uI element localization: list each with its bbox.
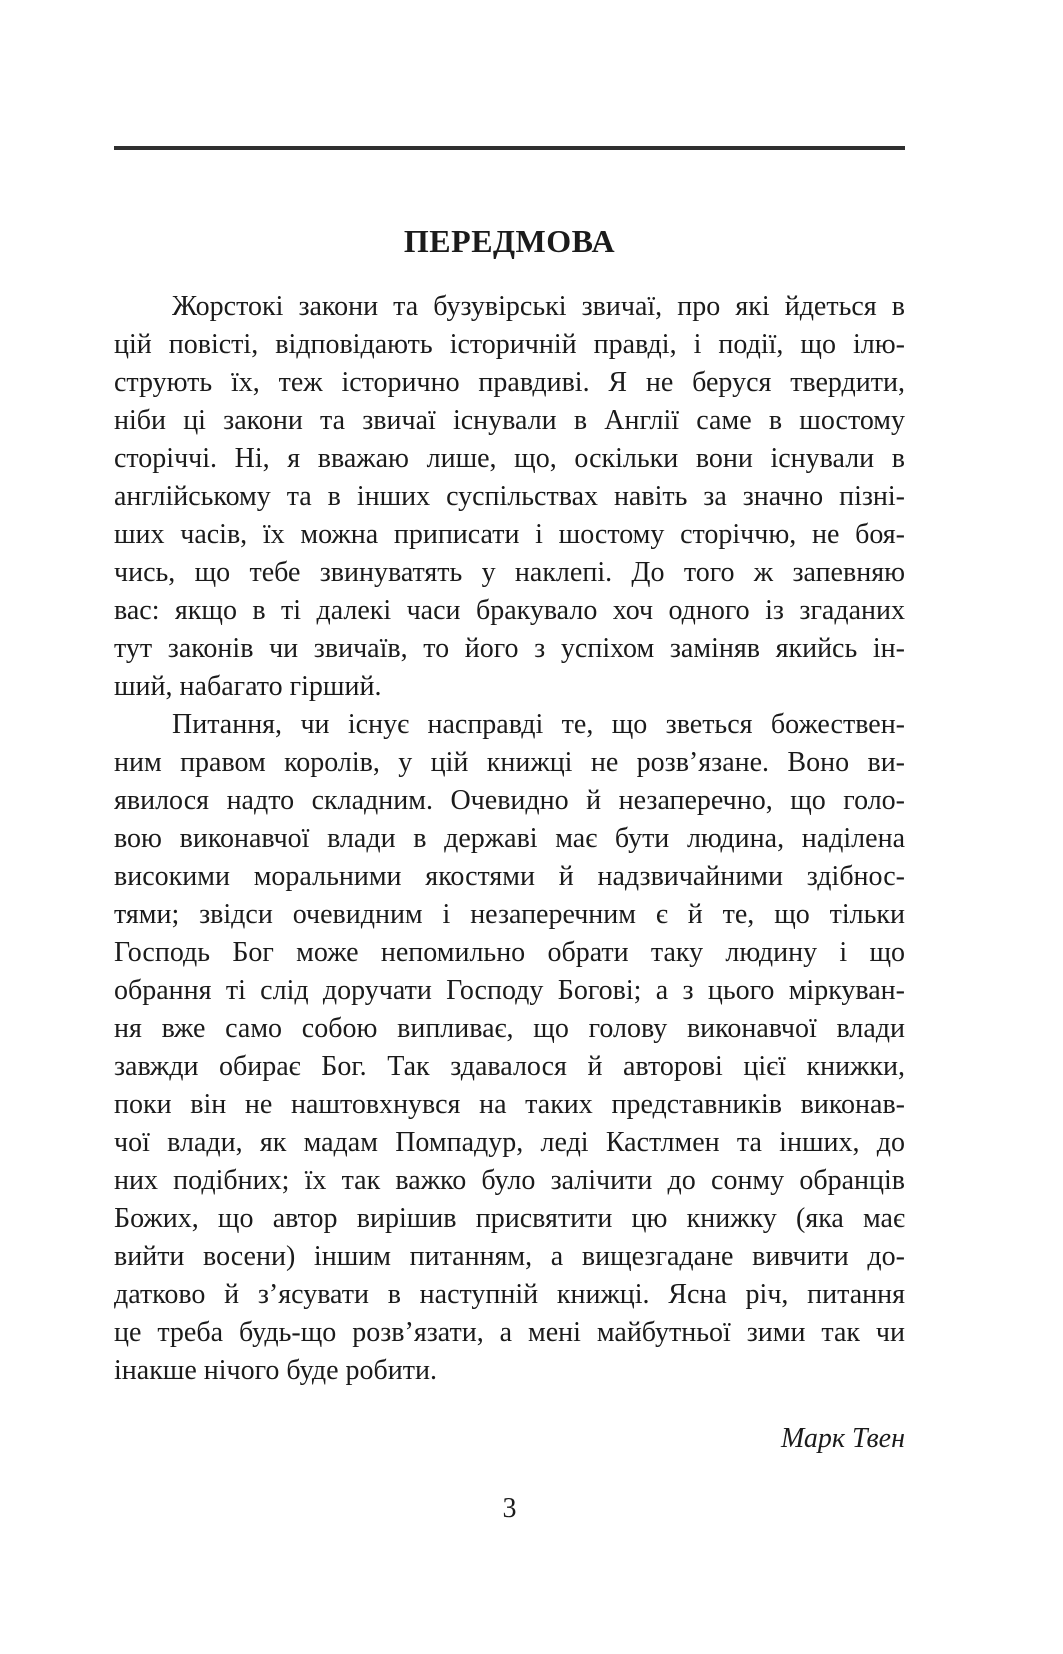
page-content xyxy=(114,0,905,1528)
text-line: чись, що тебе звинуватять у наклепі. До того ж запевняю xyxy=(114,557,905,588)
text-line: явилося надто складним. Очевидно й незаперечно, що голо- xyxy=(114,785,905,816)
text-line: вою виконавчої влади в державі має бути людина, наділена xyxy=(114,823,905,854)
text-line: вийти восени) іншим питанням, а вищезгадане вивчити до- xyxy=(114,1241,905,1272)
text-line: чої влади, як мадам Помпадур, леді Кастлмен та інших, до xyxy=(114,1127,905,1158)
body-text xyxy=(114,288,905,1390)
text-line: ший, набагато гірший. xyxy=(114,671,382,702)
text-line: Жорстокі закони та бузувірські звичаї, про які йдеться в xyxy=(172,291,905,322)
text-line: Божих, що автор вирішив присвятити цю книжку (яка має xyxy=(114,1203,905,1234)
paragraph xyxy=(114,288,905,706)
paragraph xyxy=(114,706,905,1390)
text-line: поки він не наштовхнувся на таких представників виконав- xyxy=(114,1089,905,1120)
chapter-title: ПЕРЕДМОВА xyxy=(403,223,616,259)
text-line: тями; звідси очевидним і незаперечним є й те, що тільки xyxy=(114,899,905,930)
text-line: датково й з’ясувати в наступній книжці. Ясна річ, питання xyxy=(114,1279,905,1310)
text-line: ним правом королів, у цій книжці не розв’язане. Воно ви- xyxy=(114,747,905,778)
text-line: струють їх, теж історично правдиві. Я не беруся твердити, xyxy=(114,367,905,398)
text-line: високими моральними якостями й надзвичайними здібнос- xyxy=(114,861,905,892)
text-line: тут законів чи звичаїв, то його з успіхом заміняв якийсь ін- xyxy=(114,633,905,664)
text-line: ніби ці закони та звичаї існували в Англії саме в шостому xyxy=(114,405,905,436)
text-line: англійському та в інших суспільствах навіть за значно пізні- xyxy=(114,481,905,512)
text-line: обрання ті слід доручати Господу Богові; а з цього міркуван- xyxy=(114,975,905,1006)
text-line: інакше нічого буде робити. xyxy=(114,1355,437,1386)
text-line: сторіччі. Ні, я вважаю лише, що, оскільки вони існували в xyxy=(114,443,905,474)
text-line: цій повісті, відповідають історичній правді, і події, що ілю- xyxy=(114,329,905,360)
author-signature: Марк Твен xyxy=(780,1423,905,1454)
header-rule xyxy=(114,146,905,150)
text-line: них подібних; їх так важко було залічити до сонму обранців xyxy=(114,1165,905,1196)
text-line: Питання, чи існує насправді те, що зветься божествен- xyxy=(172,709,905,740)
page-number: 3 xyxy=(502,1493,517,1524)
text-line: ня вже само собою випливає, що голову виконавчої влади xyxy=(114,1013,905,1044)
text-line: це треба будь-що розв’язати, а мені майбутньої зими так чи xyxy=(114,1317,905,1348)
text-line: вас: якщо в ті далекі часи бракувало хоч одного із згаданих xyxy=(114,595,905,626)
text-line: ших часів, їх можна приписати і шостому сторіччю, не боя- xyxy=(114,519,905,550)
text-line: завжди обирає Бог. Так здавалося й авторові цієї книжки, xyxy=(114,1051,905,1082)
text-line: Господь Бог може непомильно обрати таку людину і що xyxy=(114,937,905,968)
